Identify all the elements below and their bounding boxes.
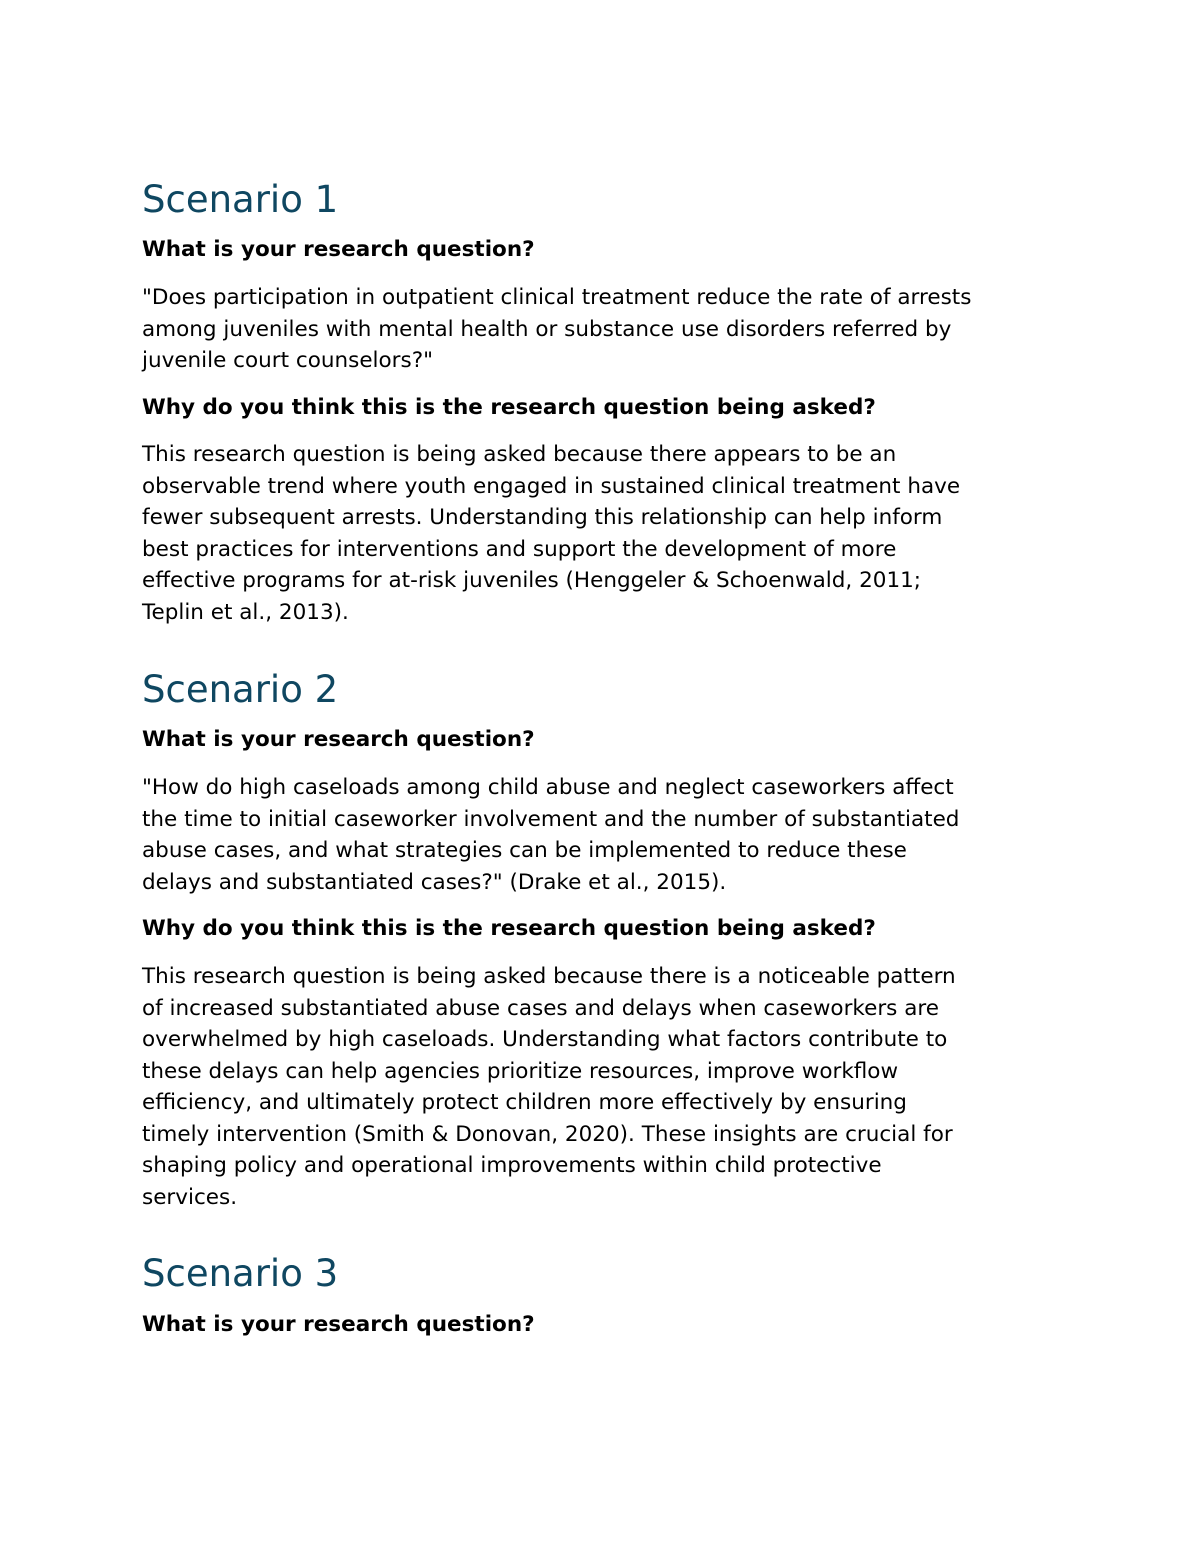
scenario-2-question-label: What is your research question? bbox=[142, 727, 535, 752]
text-line: fewer subsequent arrests. Understanding this relationship can help inform bbox=[142, 505, 943, 530]
text-line: timely intervention (Smith & Donovan, 2020). These insights are crucial for bbox=[142, 1121, 953, 1147]
text-line: overwhelmed by high caseloads. Understanding what factors contribute to bbox=[142, 1027, 948, 1052]
scenario-1-question-text bbox=[142, 282, 1072, 377]
text-line: observable trend where youth engaged in sustained clinical treatment have bbox=[142, 473, 961, 499]
scenario-2-why-label: Why do you think this is the research question being asked? bbox=[142, 916, 876, 941]
text-line: shaping policy and operational improvements within child protective bbox=[142, 1153, 882, 1178]
text-line: abuse cases, and what strategies can be implemented to reduce these bbox=[142, 838, 907, 863]
scenario-1-why-label: Why do you think this is the research question being asked? bbox=[142, 395, 876, 420]
text-line: juvenile court counselors?" bbox=[142, 348, 434, 373]
scenario-2-question-text bbox=[142, 772, 1072, 898]
scenario-3-question-label: What is your research question? bbox=[142, 1312, 535, 1337]
scenario-1-why-text bbox=[142, 439, 1072, 628]
scenario-1-question-label: What is your research question? bbox=[142, 237, 535, 262]
text-line: among juveniles with mental health or substance use disorders referred by bbox=[142, 316, 952, 342]
text-line: "Does participation in outpatient clinical treatment reduce the rate of arrests bbox=[142, 285, 972, 310]
text-line: these delays can help agencies prioritize resources, improve workflow bbox=[142, 1058, 899, 1084]
scenario-2-heading: Scenario 2 bbox=[142, 668, 339, 711]
text-line: This research question is being asked because there appears to be an bbox=[142, 442, 897, 467]
scenario-1-heading: Scenario 1 bbox=[142, 178, 339, 221]
text-line: Teplin et al., 2013). bbox=[142, 599, 349, 625]
text-line: delays and substantiated cases?" (Drake et al., 2015). bbox=[142, 869, 727, 895]
text-line: the time to initial caseworker involvement and the number of substantiated bbox=[142, 806, 960, 832]
text-line: of increased substantiated abuse cases and delays when caseworkers are bbox=[142, 995, 939, 1021]
text-line: effective programs for at-risk juveniles (Henggeler & Schoenwald, 2011; bbox=[142, 568, 922, 593]
scenario-2-why-text bbox=[142, 961, 1072, 1213]
text-line: "How do high caseloads among child abuse and neglect caseworkers affect bbox=[142, 775, 954, 800]
text-line: This research question is being asked because there is a noticeable pattern bbox=[142, 964, 956, 989]
text-line: best practices for interventions and support the development of more bbox=[142, 536, 897, 562]
scenario-3-heading: Scenario 3 bbox=[142, 1252, 339, 1295]
text-line: efficiency, and ultimately protect children more effectively by ensuring bbox=[142, 1090, 907, 1115]
text-line: services. bbox=[142, 1184, 238, 1210]
